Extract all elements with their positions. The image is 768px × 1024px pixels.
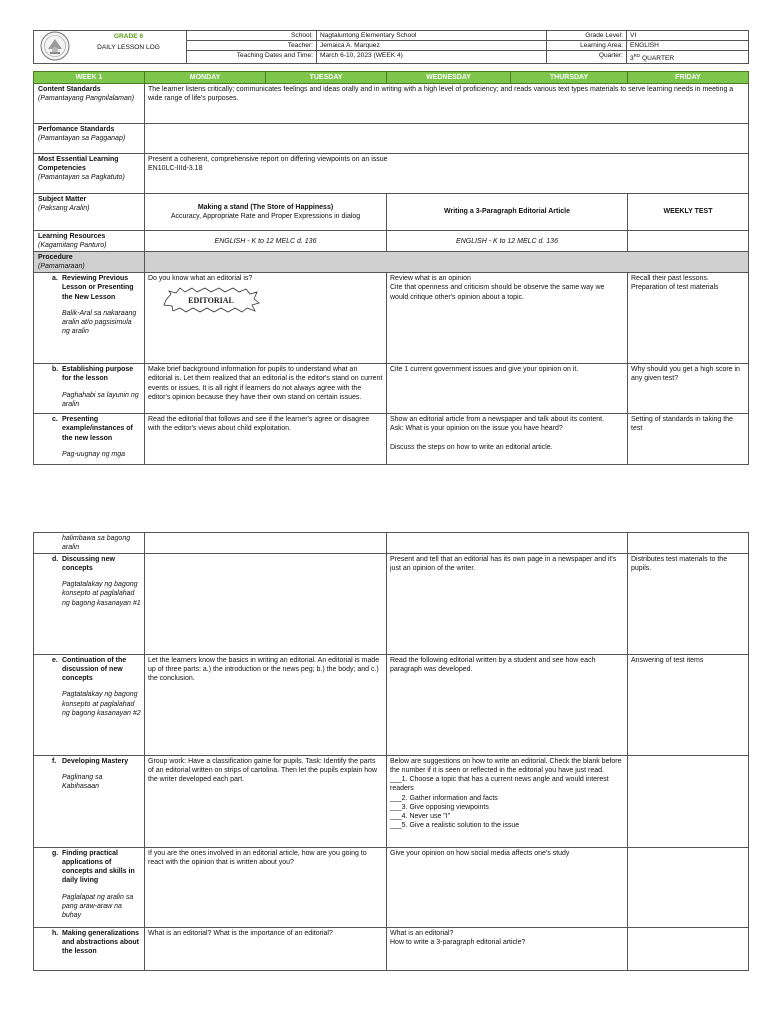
procedure-b-wednesday: Cite 1 current government issues and give your opinion on it. <box>387 364 628 414</box>
learning-area-label: Learning Area: <box>547 41 627 51</box>
procedure-g-wednesday: Give your opinion on how social media affects one's study <box>387 848 628 928</box>
school-value: Nagtaluntong Elementary School <box>317 31 547 41</box>
procedure-c-letter: c. <box>52 416 58 424</box>
procedure-f-label: Developing Mastery <box>62 758 129 766</box>
subject-matter-label: Subject Matter <box>38 196 87 203</box>
procedure-d-wednesday: Present and tell that an editorial has its own page in a newspaper and it's just an opinion of the writer. <box>387 554 628 655</box>
grade-level-value: VI <box>627 31 749 41</box>
teacher-label: Teacher: <box>187 41 317 51</box>
procedure-c-friday: Setting of standards in taking the test <box>628 414 749 465</box>
procedure-a-row <box>34 273 749 364</box>
procedure-b-friday: Why should you get a high score in any given test? <box>628 364 749 414</box>
procedure-e-sub: Pagtatalakay ng bagong konsepto at paglalahad ng bagong kasanayan #2 <box>62 691 141 717</box>
friday-topic-title: WEEKLY TEST <box>628 194 749 231</box>
procedure-f-wednesday: Below are suggestions on how to write an editorial. Check the blank before the number if it is seen or reflected in the editorial you have just read. ___1. Choose a topic that has a current news angle and would interest readers ___2. Gather information and facts ___3. Give opposing viewpoints ___4. Never use "I" ___5. Give a realistic solution to the issue <box>387 756 628 848</box>
procedure-a-letter: a. <box>52 275 58 283</box>
procedure-e-label: Continuation of the discussion of new concepts <box>62 657 127 683</box>
procedure-h-wednesday: What is an editorial? How to write a 3-paragraph editorial article? <box>387 928 628 971</box>
wednesday-header: WEDNESDAY <box>387 72 511 84</box>
procedure-sub: (Pamamaraan) <box>38 263 85 271</box>
tuesday-header: TUESDAY <box>266 72 387 84</box>
header-table <box>33 30 749 64</box>
procedure-h-monday: What is an editorial? What is the importance of an editorial? <box>145 928 387 971</box>
procedure-b-letter: b. <box>52 366 59 374</box>
friday-header: FRIDAY <box>628 72 749 84</box>
procedure-d-friday: Distributes test materials to the pupils. <box>628 554 749 655</box>
procedure-d-sub: Pagtatalakay ng bagong konsepto at paglalahad ng bagong kasanayan #1 <box>62 581 141 607</box>
procedure-b-sub: Paghahabi sa layunin ng aralin <box>62 391 139 408</box>
monday-topic-title: Making a stand (The Store of Happiness) <box>197 203 334 211</box>
week-header-row <box>34 72 749 84</box>
procedure-a-label: Reviewing Previous Lesson or Presenting the New Lesson <box>62 275 134 301</box>
procedure-e-friday: Answering of test items <box>628 655 749 756</box>
content-standards-label: Content Standards <box>38 86 101 93</box>
subject-matter-row <box>34 194 749 231</box>
procedure-g-letter: g. <box>52 850 59 858</box>
procedure-d-letter: d. <box>52 556 59 564</box>
procedure-row <box>34 252 749 273</box>
grade-label: GRADE 6 <box>113 33 144 40</box>
quarter-value: 3RD QUARTER <box>627 51 749 64</box>
procedure-b-label: Establishing purpose for the lesson <box>62 366 134 383</box>
performance-standards-row <box>34 124 749 154</box>
monday-resource: ENGLISH - K to 12 MELC d. 136 <box>145 231 387 252</box>
procedure-h-label: Making generalizations and abstractions about the lesson <box>62 930 140 956</box>
editorial-burst-graphic <box>162 287 260 313</box>
quarter-label: Quarter: <box>547 51 627 64</box>
lesson-table-page-2 <box>33 532 749 971</box>
content-standards-sub: (Pamantayang Pangnilalaman) <box>38 95 135 103</box>
procedure-d-row <box>34 554 749 655</box>
procedure-g-label: Finding practical applications of concepts and skills in daily living <box>62 850 135 885</box>
procedure-b-row <box>34 364 749 414</box>
performance-standards-sub: (Pamantayan sa Pagganap) <box>38 135 126 143</box>
editorial-graphic-text: EDITORIAL <box>188 296 234 306</box>
procedure-a-monday: Do you know what an editorial is? <box>148 275 253 283</box>
procedure-c-monday: Read the editorial that follows and see if the learner's agree or disagree with the editor's views about child exploitation. <box>145 414 387 465</box>
melc-text: Present a coherent, comprehensive report on differing viewpoints on an issue <box>148 156 388 163</box>
school-label: School: <box>187 31 317 41</box>
procedure-label: Procedure <box>38 254 73 262</box>
teacher-value: Jemaica A. Marquez <box>317 41 547 51</box>
procedure-e-wednesday: Read the following editorial written by a student and see how each paragraph was developed. <box>387 655 628 756</box>
procedure-f-row <box>34 756 749 848</box>
procedure-b-monday: Make brief background information for pupils to understand what an editorial is. Let them realized that an editorial is the editor's stand on current events or issues. It is all right if learners do not always agree with the editor's opinion because they have their own stand on certain issues. <box>145 364 387 414</box>
melc-sub: (Pamantayan sa Pagkatuto) <box>38 174 125 182</box>
procedure-c-continued-row <box>34 533 749 554</box>
procedure-f-monday: Group work: Have a classification game for pupils. Task: Identify the parts of an editorial written on strips of cartolina. Then let the pupils explain how the writer developed each part. <box>145 756 387 848</box>
procedure-a-wednesday: Review what is an opinion Cite that openness and criticism should be observe the same way we would critique other's opinion about a topic. <box>387 273 628 364</box>
content-standards-text: The learner listens critically; communicates feelings and ideas orally and in writing with a high level of proficiency; and reads various text types materials to serve learning needs in meeting a wide range of life's purposes. <box>145 84 749 124</box>
procedure-c-sub-continued: halimbawa sa bagong aralin <box>62 535 131 552</box>
teaching-dates-value: March 6-10, 2023 (WEEK 4) <box>317 51 547 64</box>
procedure-c-label: Presenting example/instances of the new lesson <box>62 416 133 442</box>
melc-code: EN10LC-IIId-3.18 <box>148 165 203 173</box>
grade-level-label: Grade Level: <box>547 31 627 41</box>
subject-matter-sub: (Paksang Aralin) <box>38 205 90 213</box>
melc-label: Most Essential Learning Competencies <box>38 156 119 173</box>
procedure-f-letter: f. <box>52 758 57 766</box>
procedure-e-letter: e. <box>52 657 58 665</box>
teaching-dates-label: Teaching Dates and Time: <box>187 51 317 64</box>
procedure-h-row <box>34 928 749 971</box>
wednesday-resource: ENGLISH - K to 12 MELC d. 136 <box>387 231 628 252</box>
procedure-g-monday: If you are the ones involved in an editorial article, how are you going to react with the opinion that is written about you? <box>145 848 387 928</box>
procedure-a-friday: Recall their past lessons. Preparation of test materials <box>628 273 749 364</box>
procedure-e-row <box>34 655 749 756</box>
procedure-a-sub: Balik-Aral sa nakaraang aralin at/o pagsisimula ng aralin <box>62 309 137 335</box>
wednesday-topic-title: Writing a 3-Paragraph Editorial Article <box>387 194 628 231</box>
procedure-d-label: Discussing new concepts <box>62 556 115 573</box>
learning-area-value: ENGLISH <box>627 41 749 51</box>
monday-header: MONDAY <box>145 72 266 84</box>
thursday-header: THURSDAY <box>511 72 628 84</box>
procedure-c-sub: Pag-uugnay ng mga <box>62 450 126 458</box>
learning-resources-row <box>34 231 749 252</box>
procedure-g-sub: Paglalapat ng aralin sa pang araw-araw na buhay <box>62 893 134 919</box>
procedure-c-wednesday: Show an editorial article from a newspaper and talk about its content. Ask: What is your opinion on the issue you have heard? Discuss the steps on how to write an editorial article. <box>387 414 628 465</box>
learning-resources-sub: (Kagamitang Panturo) <box>38 242 107 250</box>
week-label: WEEK 1 <box>34 72 145 84</box>
content-standards-row <box>34 84 749 124</box>
performance-standards-label: Perfomance Standards <box>38 126 115 133</box>
procedure-e-monday: Let the learners know the basics in writing an editorial. An editorial is made up of three parts: a.) the introduction or the news peg; b.) the body; and c.) the conclusion. <box>145 655 387 756</box>
learning-resources-label: Learning Resources <box>38 233 106 240</box>
daily-lesson-log-title: DAILY LESSON LOG <box>97 44 160 51</box>
melc-row <box>34 154 749 194</box>
procedure-h-letter: h. <box>52 930 59 938</box>
procedure-c-row <box>34 414 749 465</box>
monday-topic-sub: Accuracy, Appropriate Rate and Proper Expressions in dialog <box>170 213 361 220</box>
grade-block <box>34 31 187 64</box>
procedure-f-sub: Paglinang sa Kabihasaan <box>62 774 103 791</box>
lesson-table-page-1 <box>33 71 749 465</box>
procedure-g-row <box>34 848 749 928</box>
